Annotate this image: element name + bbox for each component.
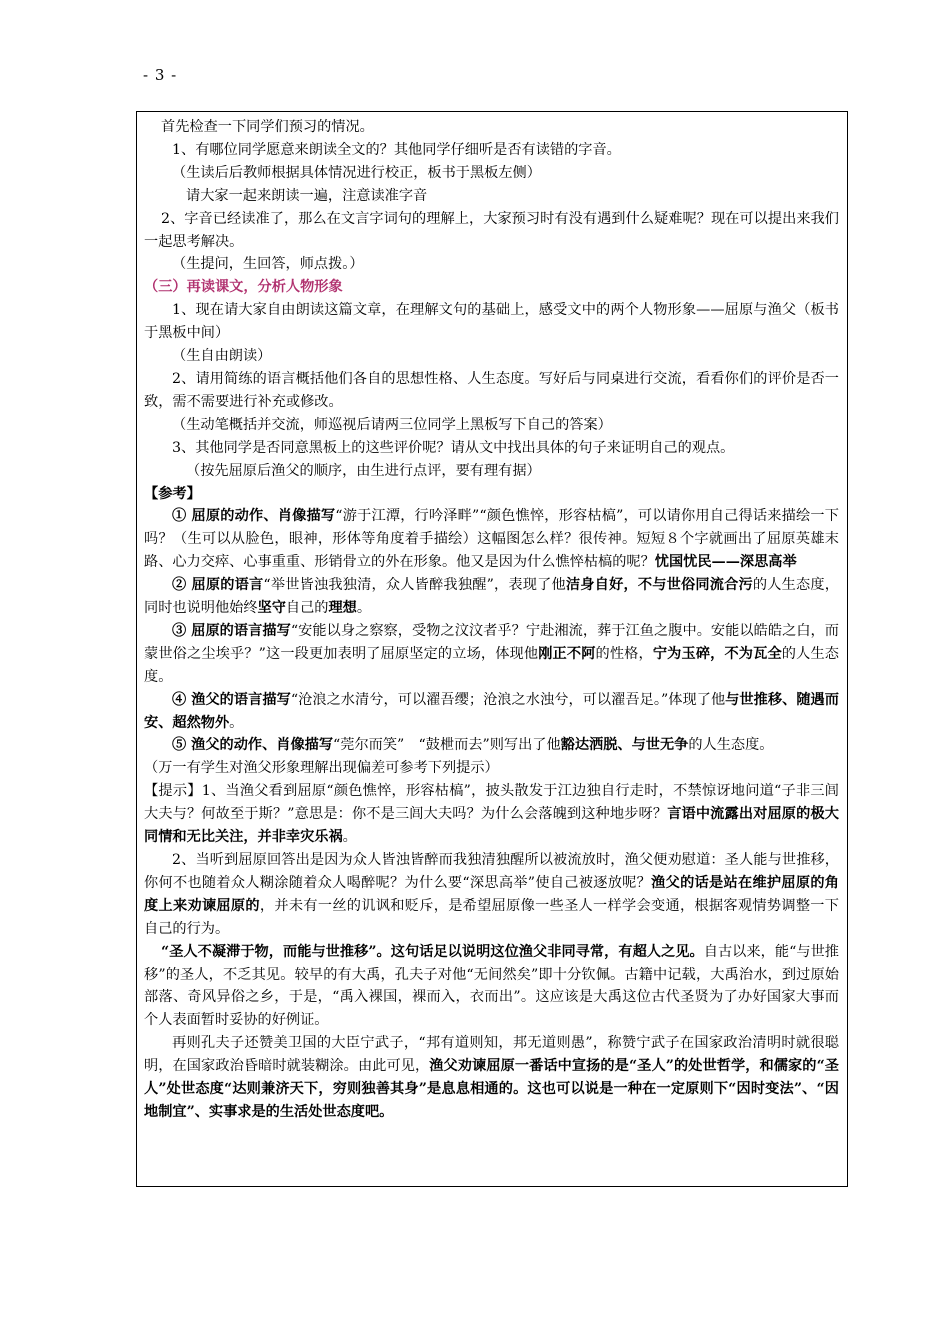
paragraph: （按先屈原后渔父的顺序，由生进行点评，要有理有据） <box>186 462 541 479</box>
paragraph: 请大家一起来朗读一遍，注意读准字音 <box>186 187 428 204</box>
paragraph: （生提问，生回答，师点拨。） <box>172 256 364 273</box>
section-heading: （三）再读课文，分析人物形象 <box>144 279 343 296</box>
paragraph: 2、请用简练的语言概括他们各自的思想性格、人生态度。写好后与同桌进行交流，看看你们的评价是否一致，需不需要进行补充或修改。 <box>144 370 839 410</box>
paragraph: 2、字音已经读准了，那么在文言字词句的理解上，大家预习时有没有遇到什么疑难呢？现在可以提出来我们一起思考解决。 <box>144 210 839 250</box>
reference-item: ④ 渔父的语言描写“沧浪之水清兮，可以濯吾缨；沧浪之水浊兮，可以濯吾足。”体现了他与世推移、随遇而安、超然物外。 <box>144 691 839 731</box>
paragraph: （万一有学生对渔父形象理解出现偏差可参考下列提示） <box>144 760 499 777</box>
hint-paragraph: 2、当听到屈原回答出是因为众人皆浊皆醉而我独清独醒所以被流放时，渔父便劝慰道：圣人能与世推移，你何不也随着众人糊涂随着众人喝醉呢？为什么要“深思高举”使自己被逐放呢？渔父的话是站在维护屈原的角度上来劝谏屈原的，并未有一丝的讥讽和贬斥，是希望屈原像一些圣人一样学会变通，根据客观情势调整一下自己的行为。 <box>144 852 839 937</box>
reference-item: ③ 屈原的语言描写“安能以身之察察，受物之汶汶者乎？宁赴湘流，葬于江鱼之腹中。安能以皓皓之白，而蒙世俗之尘埃乎？”这一段更加表明了屈原坚定的立场，体现他刚正不阿的性格，宁为玉碎，不为瓦全的人生态度。 <box>144 622 839 685</box>
paragraph: 首先检查一下同学们预习的情况。 <box>161 119 374 135</box>
reference-label: 【参考】 <box>144 485 201 502</box>
lesson-plan-box <box>136 111 848 1187</box>
reference-item: ⑤ 渔父的动作、肖像描写“莞尔而笑” “鼓枻而去”则写出了他豁达洒脱、与世无争的人生态度。 <box>172 737 774 754</box>
paragraph: （生读后后教师根据具体情况进行校正，板书于黑板左侧） <box>172 164 541 181</box>
paragraph: （生自由朗读） <box>172 348 272 365</box>
paragraph: （生动笔概括并交流，师巡视后请两三位同学上黑板写下自己的答案） <box>172 416 612 433</box>
reference-item: ② 屈原的语言“举世皆浊我独清，众人皆醉我独醒”，表现了他洁身自好，不与世俗同流合污的人生态度，同时也说明他始终坚守自己的理想。 <box>144 577 839 617</box>
paragraph: 1、有哪位同学愿意来朗读全文的？其他同学仔细听是否有读错的字音。 <box>172 141 621 158</box>
hint-paragraph: “圣人不凝滞于物，而能与世推移”。这句话足以说明这位渔父非同寻常，有超人之见。自古以来，能“与世推移”的圣人，不乏其见。较早的有大禹，孔夫子对他“无间然矣”即十分钦佩。古籍中记载，大禹治水，到过原始部落、奇风异俗之乡，于是，“禹入裸国，裸而入，衣而出”。这应该是大禹这位古代圣贤为了办好国家大事而个人表面暂时妥协的好例证。 <box>144 943 839 1029</box>
page-number: - 3 - <box>143 66 178 84</box>
paragraph: 3、其他同学是否同意黑板上的这些评价呢？请从文中找出具体的句子来证明自己的观点。 <box>172 439 735 456</box>
hint-paragraph: 【提示】1、当渔父看到屈原“颜色憔悴，形容枯槁”，披头散发于江边独自行走时，不禁惊讶地问道“子非三闾大夫与？何故至于斯？”意思是：你不是三闾大夫吗？为什么会落魄到这种地步呀？言语中流露出对屈原的极大同情和无比关注，并非幸灾乐祸。 <box>144 783 839 846</box>
hint-paragraph: 再则孔夫子还赞美卫国的大臣宁武子，“邦有道则知，邦无道则愚”，称赞宁武子在国家政治清明时就很聪明，在国家政治昏暗时就装糊涂。由此可见，渔父劝谏屈原一番话中宣扬的是“圣人”的处世哲学，和儒家的“圣人”处世态度“达则兼济天下，穷则独善其身”是息息相通的。这也可以说是一种在一定原则下“因时变法”、“因地制宜”、实事求是的生活处世态度吧。 <box>144 1035 839 1120</box>
paragraph: 1、现在请大家自由朗读这篇文章，在理解文句的基础上，感受文中的两个人物形象——屈原与渔父（板书于黑板中间） <box>144 302 839 342</box>
reference-item: ① 屈原的动作、肖像描写“游于江潭，行吟泽畔”“颜色憔悴，形容枯槁”，可以请你用自己得话来描绘一下吗？（生可以从脸色，眼神，形体等角度着手描绘）这幅图怎么样？很传神。短短８个字就画出了屈原英雄末路、心力交瘁、心事重重、形销骨立的外在形象。他又是因为什么憔悴枯槁的呢？忧国忧民——深思高举 <box>144 508 839 571</box>
